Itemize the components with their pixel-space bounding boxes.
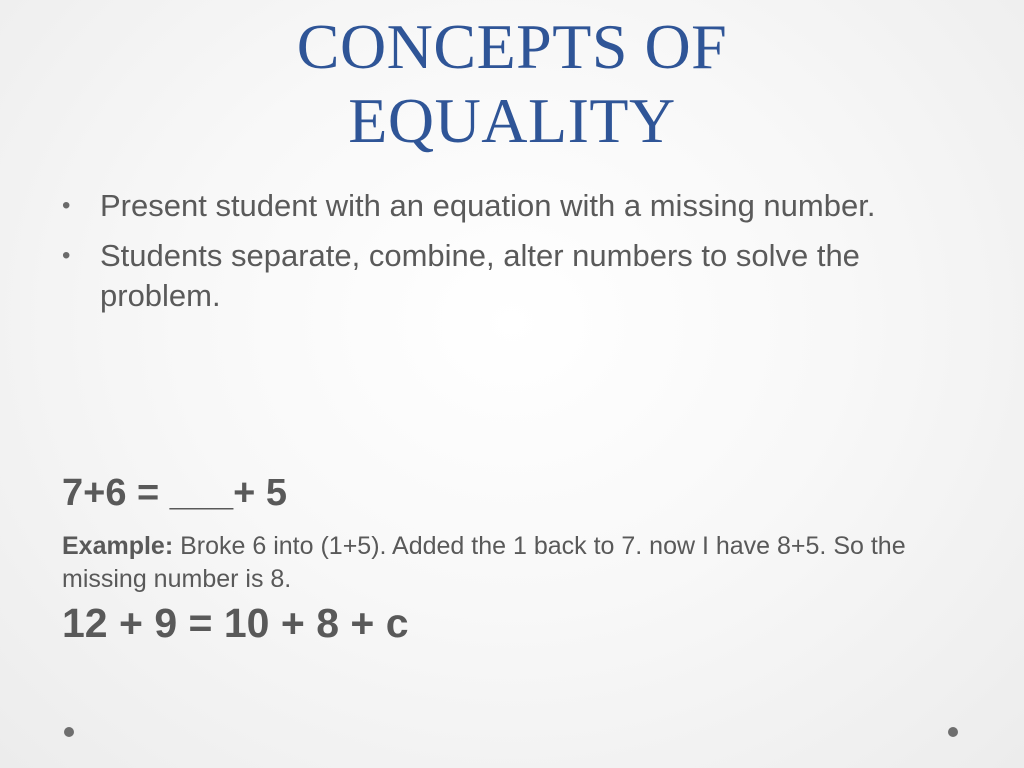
equation-two: 12 + 9 = 10 + 8 + c — [62, 600, 409, 646]
example-label: Example: — [62, 532, 174, 560]
corner-dot-icon — [64, 727, 74, 737]
example-text: Broke 6 into (1+5). Added the 1 back to 7. now I have 8+5. So the missing number is 8. — [62, 532, 906, 593]
bullet-dot-icon: • — [62, 192, 71, 219]
slide-title — [0, 10, 1024, 158]
bullet-item — [62, 186, 962, 226]
title-line-2: EQUALITY — [348, 85, 676, 156]
bullet-text: Students separate, combine, alter numbers to solve the problem. — [100, 238, 860, 313]
bullet-text: Present student with an equation with a missing number. — [100, 188, 876, 223]
bullet-list — [62, 186, 962, 326]
bullet-dot-icon: • — [62, 242, 71, 269]
corner-dot-icon — [948, 727, 958, 737]
example-paragraph — [62, 530, 962, 596]
title-line-1: CONCEPTS OF — [296, 11, 728, 82]
equation-one: 7+6 = ___+ 5 — [62, 472, 288, 514]
bullet-item — [62, 236, 962, 316]
